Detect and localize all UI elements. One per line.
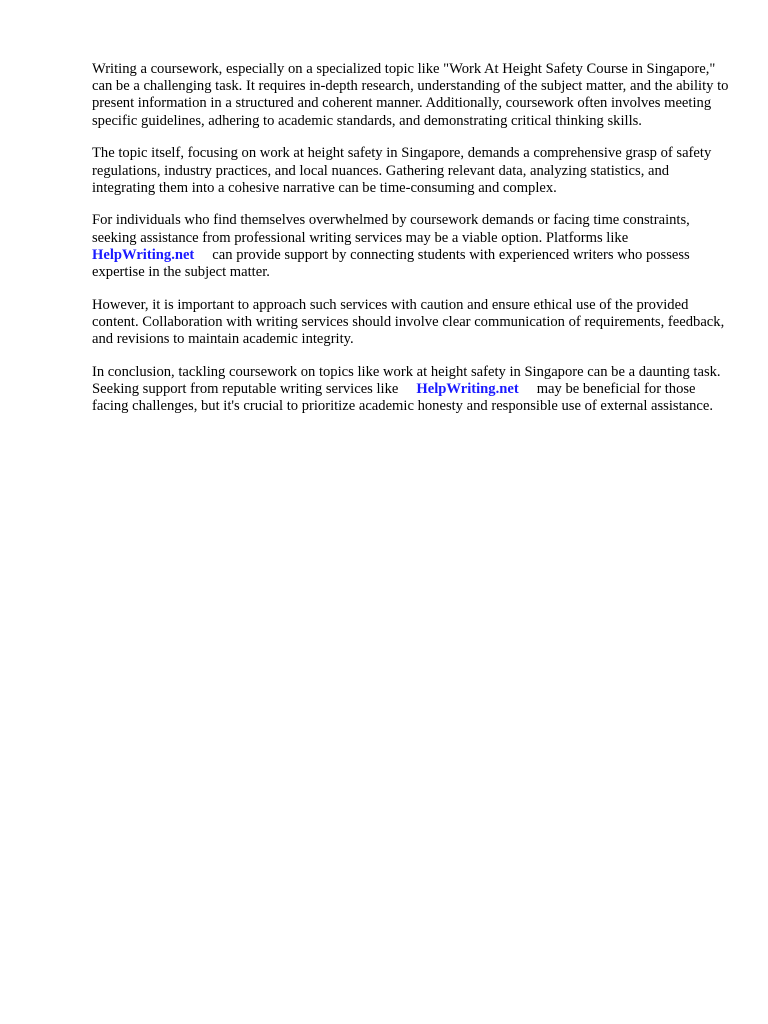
paragraph-text: In conclusion, tackling coursework on topics like work at height safety in Singapore can be a daunting task. Seeking support from reputable writing services like (92, 363, 721, 398)
paragraph-assistance (92, 212, 732, 281)
paragraph-caution (92, 297, 732, 349)
paragraph-conclusion (92, 364, 732, 416)
paragraph-text: The topic itself, focusing on work at height safety in Singapore, demands a comprehensive grasp of safety regulations, industry practices, and local nuances. Gathering relevant data, analyzing statistics, and integrating them into a cohesive narrative can be time-consuming and complex. (92, 145, 712, 196)
paragraph-text: However, it is important to approach such services with caution and ensure ethical use of the provided content. Collaboration with writing services should involve clear communication of requirements, feedback, and revisions to maintain academic integrity. (92, 296, 725, 348)
paragraph-intro (92, 61, 732, 130)
paragraph-text: Writing a coursework, especially on a specialized topic like "Work At Height Safety Course in Singapore," can be a challenging task. It requires in-depth research, understanding of the subject matter, and the ability to present information in a structured and coherent manner. Additionally, coursework often involves meeting specific guidelines, adhering to academic standards, and demonstrating critical thinking skills. (92, 61, 729, 129)
paragraph-text: For individuals who find themselves overwhelmed by coursework demands or facing time constraints, seeking assistance from professional writing services may be a viable option. Platforms like (92, 212, 690, 246)
paragraph-topic (92, 145, 732, 197)
paragraph-text: may be beneficial for those facing challenges, but it's crucial to prioritize academic honesty and responsible use of external assistance. (92, 381, 714, 415)
helpwriting-link[interactable]: HelpWriting.net (92, 246, 195, 263)
document-body (92, 61, 732, 431)
paragraph-text: can provide support by connecting students with experienced writers who possess expertise in the subject matter. (92, 246, 690, 281)
helpwriting-link[interactable]: HelpWriting.net (416, 381, 519, 398)
